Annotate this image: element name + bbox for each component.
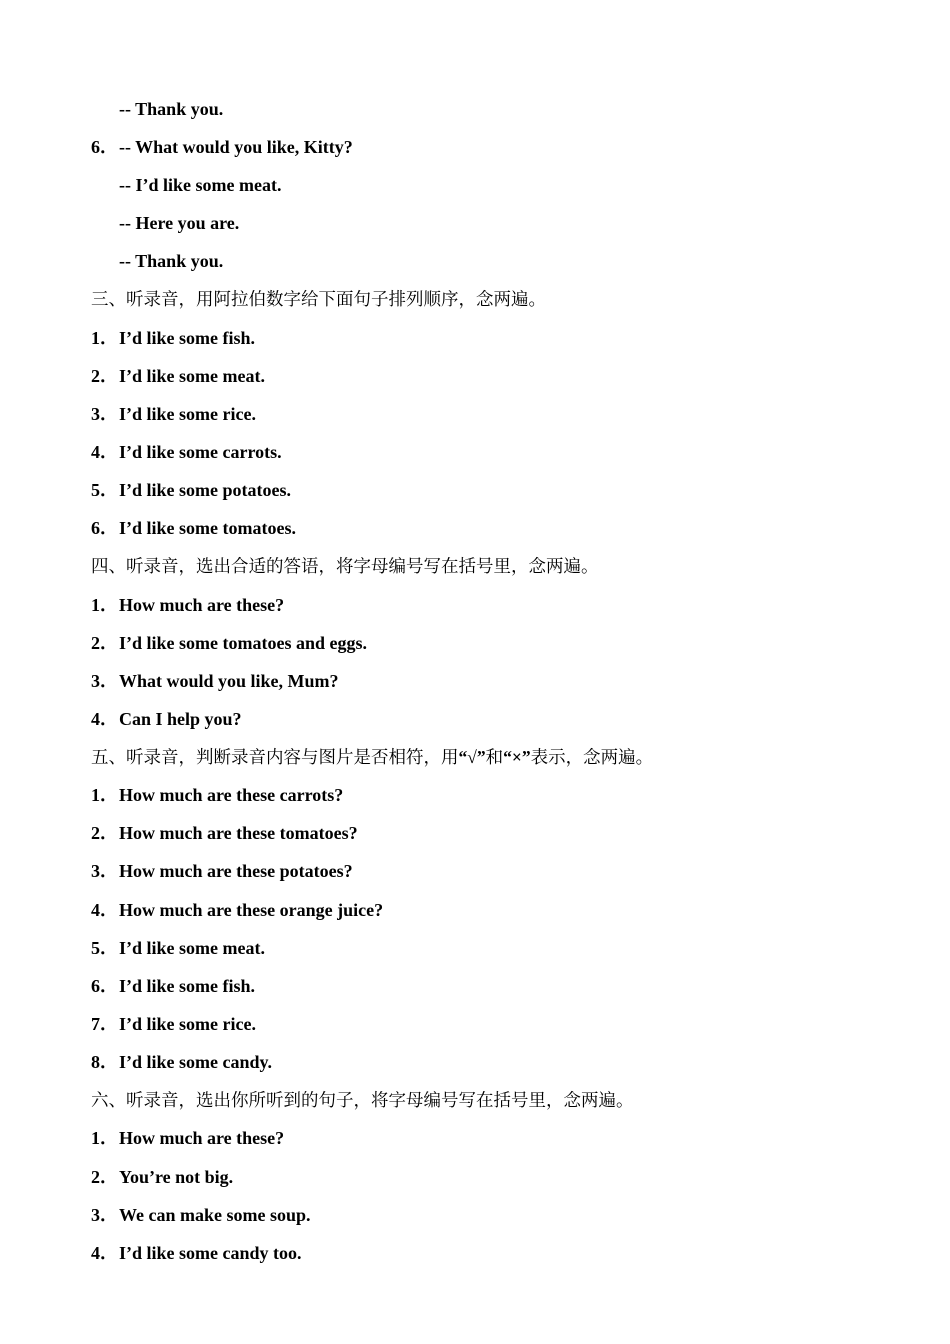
dialogue-item-6 (91, 134, 353, 160)
item-number: 6． (91, 976, 118, 996)
item-text: How much are these? (119, 1128, 285, 1148)
item-text: I’d like some meat. (119, 938, 265, 958)
item-text: You’re not big. (119, 1167, 234, 1187)
list-item (91, 592, 284, 618)
heading-text: 五、听录音，判断录音内容与图片是否相符，用 (91, 747, 459, 767)
list-item (91, 401, 256, 427)
item-number: 1． (91, 1128, 118, 1148)
list-item (91, 1202, 311, 1228)
list-item (91, 1240, 302, 1266)
list-item (91, 820, 358, 846)
item-number: 3． (91, 1205, 118, 1225)
item-text: How much are these? (119, 595, 285, 615)
item-text: I’d like some tomatoes. (119, 518, 296, 538)
item-number: 1． (91, 785, 118, 805)
heading-text: 和 (485, 747, 504, 767)
list-item (91, 858, 353, 884)
section-3-heading: 三、听录音，用阿拉伯数字给下面句子排列顺序，念两遍。 (91, 289, 546, 309)
item-text: How much are these orange juice? (119, 900, 384, 920)
item-number: 4． (91, 900, 118, 920)
item-text: What would you like, Mum? (119, 671, 339, 691)
section-5-heading (91, 744, 653, 770)
item-text: I’d like some candy. (119, 1052, 273, 1072)
list-item (91, 1011, 256, 1037)
item-number: 2． (91, 633, 118, 653)
item-number: 6． (91, 137, 118, 157)
list-item (91, 1125, 284, 1151)
list-item (91, 706, 242, 732)
item-number: 4． (91, 709, 118, 729)
item-text: I’d like some potatoes. (119, 480, 291, 500)
item-number: 4． (91, 442, 118, 462)
heading-text: 表示，念两遍。 (530, 747, 654, 767)
item-number: 6． (91, 518, 118, 538)
item-number: 5． (91, 480, 118, 500)
item-text: I’d like some meat. (119, 366, 265, 386)
item-number: 1． (91, 595, 118, 615)
item-text: I’d like some fish. (119, 328, 256, 348)
list-item (91, 630, 367, 656)
list-item (91, 973, 255, 999)
item-number: 5． (91, 938, 118, 958)
dialogue-line: -- What would you like, Kitty? (119, 137, 353, 157)
item-text: I’d like some rice. (119, 1014, 256, 1034)
item-number: 8． (91, 1052, 118, 1072)
dialogue-line: -- I’d like some meat. (119, 175, 282, 195)
section-6-heading: 六、听录音，选出你所听到的句子，将字母编号写在括号里，念两遍。 (91, 1090, 634, 1110)
item-number: 3． (91, 861, 118, 881)
list-item (91, 439, 282, 465)
item-number: 2． (91, 823, 118, 843)
item-number: 4． (91, 1243, 118, 1263)
dialogue-line: -- Here you are. (119, 213, 240, 233)
list-item (91, 935, 265, 961)
item-text: I’d like some fish. (119, 976, 256, 996)
item-text: Can I help you? (119, 709, 242, 729)
list-item (91, 515, 296, 541)
item-text: I’d like some rice. (119, 404, 256, 424)
item-text: I’d like some candy too. (119, 1243, 302, 1263)
item-text: I’d like some tomatoes and eggs. (119, 633, 367, 653)
item-number: 3． (91, 671, 118, 691)
list-item (91, 1164, 233, 1190)
item-text: How much are these tomatoes? (119, 823, 358, 843)
item-number: 2． (91, 1167, 118, 1187)
item-text: How much are these potatoes? (119, 861, 353, 881)
list-item (91, 325, 255, 351)
item-number: 3． (91, 404, 118, 424)
item-number: 2． (91, 366, 118, 386)
list-item (91, 668, 339, 694)
item-number: 7． (91, 1014, 118, 1034)
list-item (91, 1049, 272, 1075)
list-item (91, 477, 291, 503)
item-text: How much are these carrots? (119, 785, 344, 805)
check-mark-symbol: “√” (458, 747, 486, 767)
list-item (91, 782, 343, 808)
list-item (91, 363, 265, 389)
item-text: I’d like some carrots. (119, 442, 282, 462)
dialogue-line: -- Thank you. (119, 251, 224, 271)
item-text: We can make some soup. (119, 1205, 311, 1225)
cross-mark-symbol: “×” (503, 747, 531, 767)
list-item (91, 897, 383, 923)
dialogue-line: -- Thank you. (119, 99, 224, 119)
section-4-heading: 四、听录音，选出合适的答语，将字母编号写在括号里，念两遍。 (91, 556, 599, 576)
item-number: 1． (91, 328, 118, 348)
